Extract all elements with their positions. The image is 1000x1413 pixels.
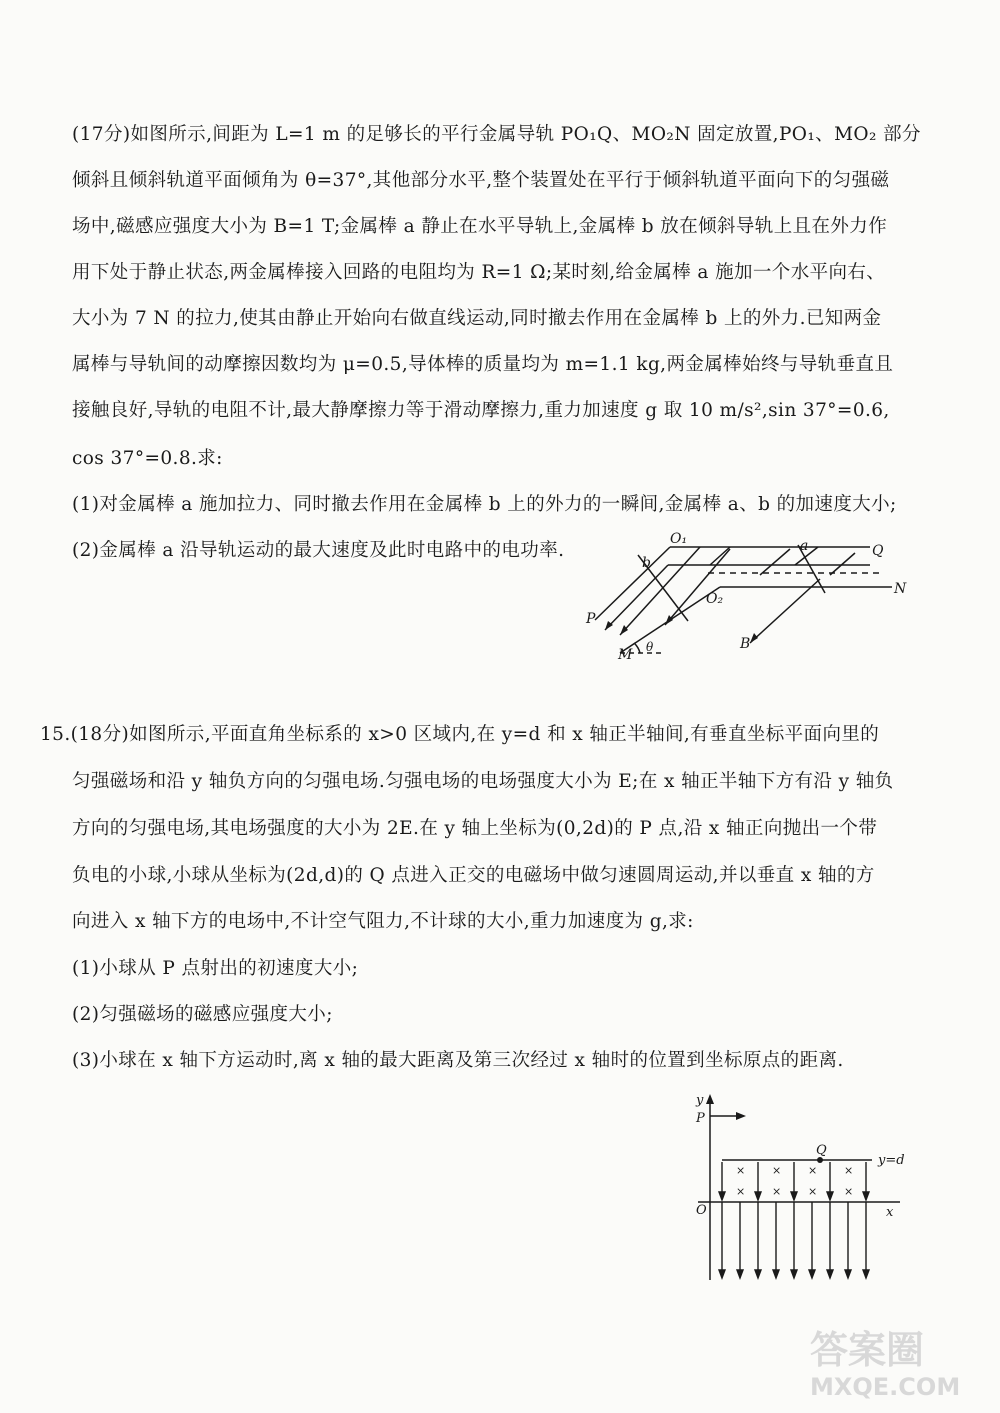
q14-line-8: cos 37°=0.8.求: <box>72 448 223 469</box>
q14-line-1: (17分)如图所示,间距为 L=1 m 的足够长的平行金属导轨 PO₁Q、MO₂N 固定放置,PO₁、MO₂ 部分 <box>72 124 921 145</box>
label-b-field: B <box>740 636 751 652</box>
magnetic-field-cross: × <box>772 1185 782 1198</box>
magnetic-field-cross: × <box>808 1164 818 1177</box>
q15-line-5: 向进入 x 轴下方的电场中,不计空气阻力,不计球的大小,重力加速度为 g,求: <box>72 911 694 932</box>
q14-line-3: 场中,磁感应强度大小为 B=1 T;金属棒 a 静止在水平导轨上,金属棒 b 放在倾斜导轨上且在外力作 <box>72 216 888 237</box>
q15-line-2: 匀强磁场和沿 y 轴负方向的匀强电场.匀强电场的电场强度大小为 E;在 x 轴正半轴下方有沿 y 轴负 <box>72 771 894 792</box>
watermark-logo <box>800 1313 970 1403</box>
magnetic-field-cross: × <box>736 1185 746 1198</box>
field-arrow-lower <box>791 1270 797 1278</box>
magnetic-field-cross: × <box>844 1164 854 1177</box>
label-p: P <box>586 611 596 627</box>
label-a: a <box>800 538 809 554</box>
field-arrow-upper <box>827 1192 833 1200</box>
q14-line-6: 属棒与导轨间的动摩擦因数均为 μ=0.5,导体棒的质量均为 m=1.1 kg,两金属棒始终与导轨垂直且 <box>72 354 894 375</box>
label-o2: O₂ <box>706 591 724 607</box>
point-p-label: P <box>696 1111 705 1126</box>
label-n: N <box>894 581 907 597</box>
point-q-label: Q <box>816 1143 827 1158</box>
q15-field-figure <box>690 1090 920 1290</box>
field-arrow-upper <box>863 1192 869 1200</box>
field-arrow-lower <box>737 1270 743 1278</box>
magnetic-field-cross: × <box>736 1164 746 1177</box>
field-arrow-lower <box>755 1270 761 1278</box>
q14-line-5: 大小为 7 N 的拉力,使其由静止开始向右做直线运动,同时撤去作用在金属棒 b 上的外力.已知两金 <box>72 308 882 329</box>
q15-line-3: 方向的匀强电场,其电场强度的大小为 2E.在 y 轴上坐标为(0,2d)的 P 点,沿 x 轴正向抛出一个带 <box>72 818 878 839</box>
q14-subquestion-2: (2)金属棒 a 沿导轨运动的最大速度及此时电路中的电功率. <box>72 540 565 561</box>
field-arrow-lower <box>863 1270 869 1278</box>
label-q: Q <box>872 543 884 559</box>
svg-text:MXQE.COM: MXQE.COM <box>810 1373 961 1401</box>
label-b: b <box>642 555 651 571</box>
field-arrow-lower <box>845 1270 851 1278</box>
q14-line-2: 倾斜且倾斜轨道平面倾角为 θ=37°,其他部分水平,整个装置处在平行于倾斜轨道平面向下的匀强磁 <box>72 170 890 191</box>
q15-line-1: 15.(18分)如图所示,平面直角坐标系的 x>0 区域内,在 y=d 和 x 轴正半轴间,有垂直坐标平面向里的 <box>40 724 880 745</box>
field-arrow-lower <box>773 1270 779 1278</box>
q14-line-4: 用下处于静止状态,两金属棒接入回路的电阻均为 R=1 Ω;某时刻,给金属棒 a 施加一个水平向右、 <box>72 262 886 283</box>
q14-rail-figure <box>580 525 910 665</box>
field-arrow-lower <box>827 1270 833 1278</box>
magnetic-field-cross: × <box>808 1185 818 1198</box>
magnetic-field-cross: × <box>772 1164 782 1177</box>
origin-label: O <box>696 1203 707 1218</box>
label-o1: O₁ <box>670 531 688 547</box>
label-m: M <box>618 647 633 663</box>
field-arrow-upper <box>755 1192 761 1200</box>
field-arrow-upper <box>791 1192 797 1200</box>
q14-line-7: 接触良好,导轨的电阻不计,最大静摩擦力等于滑动摩擦力,重力加速度 g 取 10 m/s²,sin 37°=0.6, <box>72 400 890 421</box>
line-y-d-label: y=d <box>878 1153 905 1168</box>
field-arrow-lower <box>809 1270 815 1278</box>
q15-subquestion-2: (2)匀强磁场的磁感应强度大小; <box>72 1004 333 1025</box>
q15-subquestion-3: (3)小球在 x 轴下方运动时,离 x 轴的最大距离及第三次经过 x 轴时的位置到坐标原点的距离. <box>72 1050 844 1071</box>
q15-subquestion-1: (1)小球从 P 点射出的初速度大小; <box>72 958 359 979</box>
field-arrow-lower <box>719 1270 725 1278</box>
svg-text:答案圈: 答案圈 <box>810 1328 925 1372</box>
axis-y-label: y <box>696 1093 704 1108</box>
axis-x-label: x <box>886 1205 894 1220</box>
label-theta: θ <box>646 640 654 654</box>
q15-line-4: 负电的小球,小球从坐标为(2d,d)的 Q 点进入正交的电磁场中做匀速圆周运动,并以垂直 x 轴的方 <box>72 865 875 886</box>
field-arrow-upper <box>719 1192 725 1200</box>
q14-subquestion-1: (1)对金属棒 a 施加拉力、同时撤去作用在金属棒 b 上的外力的一瞬间,金属棒 a、b 的加速度大小; <box>72 494 897 515</box>
magnetic-field-cross: × <box>844 1185 854 1198</box>
